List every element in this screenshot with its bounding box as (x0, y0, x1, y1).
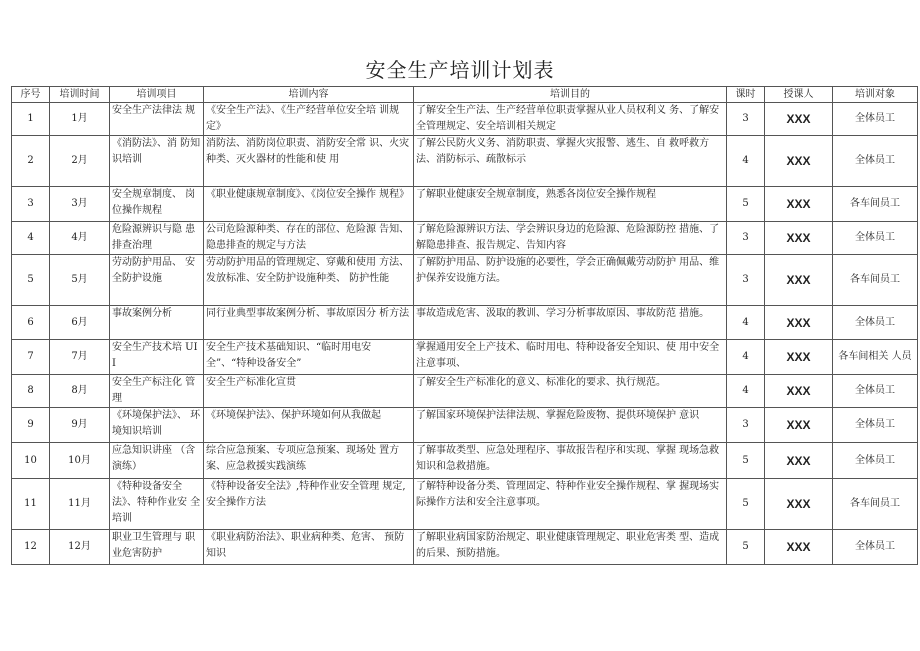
cell-project: 《特种设备安全法》、特种作业安 全培训 (110, 479, 204, 530)
cell-no: 2 (12, 136, 50, 187)
cell-hours: 5 (727, 443, 765, 479)
cell-teacher: XXX (765, 530, 833, 565)
cell-project: 安全规章制度、 岗位操作规程 (110, 187, 204, 222)
cell-no: 4 (12, 222, 50, 255)
cell-goal: 了解特种设备分类、管理固定、特种作业安全操作规程、掌 握现场实际操作方法和安全注意事项。 (414, 479, 727, 530)
header-row (12, 87, 918, 103)
cell-goal: 事故造成危害、汲取的教训、学习分析事故原因、事故防范 措施。 (414, 306, 727, 340)
cell-time: 4月 (50, 222, 110, 255)
cell-teacher: XXX (765, 340, 833, 375)
header-project: 培训项目 (110, 87, 204, 103)
table-row (12, 255, 918, 306)
table-row (12, 306, 918, 340)
cell-time: 1月 (50, 103, 110, 136)
cell-project: 安全生产法律法 规 (110, 103, 204, 136)
cell-content: 安全生产标准化宣贯 (204, 375, 414, 408)
cell-content: 同行业典型事故案例分析、事故原因分 析方法 (204, 306, 414, 340)
cell-no: 6 (12, 306, 50, 340)
cell-audience: 全体员工 (833, 443, 918, 479)
cell-no: 12 (12, 530, 50, 565)
cell-content: 《职业健康规章制度》、《岗位安全操作 规程》 (204, 187, 414, 222)
header-no: 序号 (12, 87, 50, 103)
cell-project: 应急知识讲座 （含演练） (110, 443, 204, 479)
table-row (12, 222, 918, 255)
cell-audience: 全体员工 (833, 222, 918, 255)
cell-hours: 5 (727, 187, 765, 222)
cell-project: 危险源辨识与隐 患排查治理 (110, 222, 204, 255)
cell-content: 劳动防护用品的管理规定、穿戴和使用 方法、发放标准、安全防护设施种类、 防护性能 (204, 255, 414, 306)
table-row (12, 443, 918, 479)
cell-goal: 了解职业病国家防治规定、职业健康管理规定、职业危害类 型、造成的后果、预防措施。 (414, 530, 727, 565)
cell-audience: 全体员工 (833, 306, 918, 340)
cell-content: 消防法、消防岗位职责、消防安全常 识、火灾种类、灭火器材的性能和使 用 (204, 136, 414, 187)
table-row (12, 340, 918, 375)
cell-hours: 3 (727, 222, 765, 255)
cell-goal: 了解危险源辨识方法、学会辨识身边的危险源、危险源防控 措施、了解隐患排查、报告规定、告知内容 (414, 222, 727, 255)
cell-time: 2月 (50, 136, 110, 187)
cell-goal: 了解安全生产法、生产经营单位职责掌握从业人员权利义 务、了解安全管理规定、安全培训相关规定 (414, 103, 727, 136)
cell-teacher: XXX (765, 375, 833, 408)
cell-time: 7月 (50, 340, 110, 375)
cell-audience: 全体员工 (833, 103, 918, 136)
cell-audience: 各车间员工 (833, 479, 918, 530)
cell-goal: 了解公民防火义务、消防职责、掌握火灾报警、逃生、自 救呼救方法、消防标示、疏散标示 (414, 136, 727, 187)
cell-hours: 3 (727, 255, 765, 306)
header-content: 培训内容 (204, 87, 414, 103)
cell-time: 6月 (50, 306, 110, 340)
cell-hours: 4 (727, 306, 765, 340)
cell-audience: 全体员工 (833, 375, 918, 408)
cell-teacher: XXX (765, 136, 833, 187)
cell-content: 《职业病防治法》、职业病种类、危害、 预防知识 (204, 530, 414, 565)
cell-audience: 全体员工 (833, 530, 918, 565)
header-time: 培训时间 (50, 87, 110, 103)
cell-teacher: XXX (765, 443, 833, 479)
cell-audience: 全体员工 (833, 136, 918, 187)
cell-goal: 了解国家环境保护法律法规、掌握危险废物、提供环境保护 意识 (414, 408, 727, 443)
cell-content: 公司危险源种类、存在的部位、危险源 告知、隐患排查的规定与方法 (204, 222, 414, 255)
cell-no: 7 (12, 340, 50, 375)
cell-hours: 4 (727, 136, 765, 187)
cell-no: 3 (12, 187, 50, 222)
cell-no: 8 (12, 375, 50, 408)
cell-content: 《安全生产法》、《生产经营单位安全培 训规定》 (204, 103, 414, 136)
cell-content: 综合应急预案、专项应急预案、现场处 置方案、应急救援实践演练 (204, 443, 414, 479)
cell-hours: 3 (727, 103, 765, 136)
header-hours: 课时 (727, 87, 765, 103)
cell-teacher: XXX (765, 479, 833, 530)
table-row (12, 103, 918, 136)
cell-teacher: XXX (765, 222, 833, 255)
cell-no: 10 (12, 443, 50, 479)
table-row (12, 136, 918, 187)
cell-goal: 了解职业健康安全规章制度，熟悉各岗位安全操作规程 (414, 187, 727, 222)
cell-teacher: XXX (765, 103, 833, 136)
table-row (12, 408, 918, 443)
cell-time: 10月 (50, 443, 110, 479)
cell-time: 11月 (50, 479, 110, 530)
cell-hours: 4 (727, 375, 765, 408)
cell-goal: 掌握通用安全上产技术、临时用电、特种设备安全知识、使 用中安全注意事项、 (414, 340, 727, 375)
cell-project: 事故案例分析 (110, 306, 204, 340)
cell-goal: 了解安全生产标准化的意义、标准化的要求、执行规范。 (414, 375, 727, 408)
cell-no: 1 (12, 103, 50, 136)
cell-audience: 各车间员工 (833, 187, 918, 222)
header-goal: 培训目的 (414, 87, 727, 103)
header-teacher: 授课人 (765, 87, 833, 103)
cell-time: 5月 (50, 255, 110, 306)
cell-teacher: XXX (765, 255, 833, 306)
cell-goal: 了解事故类型、应急处理程序、事故报告程序和实现、掌握 现场急救知识和急救措施。 (414, 443, 727, 479)
cell-no: 11 (12, 479, 50, 530)
cell-hours: 3 (727, 408, 765, 443)
cell-no: 5 (12, 255, 50, 306)
cell-audience: 各车间相关 人员 (833, 340, 918, 375)
table-row (12, 530, 918, 565)
training-plan-table (11, 86, 918, 565)
cell-project: 安全生产技术培 UII (110, 340, 204, 375)
cell-time: 8月 (50, 375, 110, 408)
cell-teacher: XXX (765, 306, 833, 340)
table-row (12, 479, 918, 530)
cell-goal: 了解防护用品、防护设施的必要性，学会正确佩戴劳动防护 用品、维护保养安设施方法。 (414, 255, 727, 306)
cell-teacher: XXX (765, 408, 833, 443)
cell-no: 9 (12, 408, 50, 443)
cell-project: 《消防法》、消 防知识培训 (110, 136, 204, 187)
header-audience: 培训对象 (833, 87, 918, 103)
cell-time: 3月 (50, 187, 110, 222)
cell-teacher: XXX (765, 187, 833, 222)
cell-audience: 全体员工 (833, 408, 918, 443)
cell-audience: 各车间员工 (833, 255, 918, 306)
cell-hours: 5 (727, 479, 765, 530)
table-row (12, 187, 918, 222)
cell-time: 9月 (50, 408, 110, 443)
cell-project: 劳动防护用品、 安全防护设施 (110, 255, 204, 306)
table-row (12, 375, 918, 408)
cell-project: 职业卫生管理与 职业危害防护 (110, 530, 204, 565)
cell-project: 《环境保护法》、 环境知识培训 (110, 408, 204, 443)
cell-hours: 5 (727, 530, 765, 565)
page-title: 安全生产培训计划表 (365, 58, 555, 82)
cell-time: 12月 (50, 530, 110, 565)
cell-hours: 4 (727, 340, 765, 375)
cell-project: 安全生产标注化 管理 (110, 375, 204, 408)
cell-content: 《环境保护法》、保护环境如何从我做起 (204, 408, 414, 443)
cell-content: 安全生产技术基础知识、“临时用电安 全”、“特种设备安全” (204, 340, 414, 375)
cell-content: 《特种设备安全法》,特种作业安全管理 规定,安全操作方法 (204, 479, 414, 530)
